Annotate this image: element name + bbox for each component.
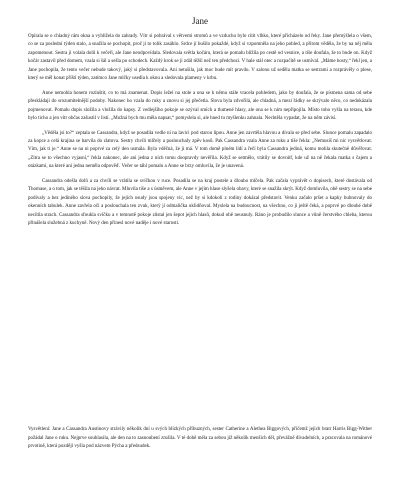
document-title: Jane [192, 16, 208, 26]
paragraph-3: „Věděla jsi to?“ zeptala se Cassandra, když se posadila vedle ní na lavici pod starou lípou. Anne jen zavrtěla hlavou a dívala se před sebe. Slunce pomalu zapadalo za kopce a celá krajina se barvila do zlatova. Sestry chvíli mlčely a poslouchaly zpěv kosů. Pak Cassandra vzala Anne za ruku a tiše řekla: „Nemusíš mi nic vysvětlovat. Vím, jak ti je.“ Anne se na ni poprvé za celý den usmála. Byla vděčná, že ji má. V tom domě plném lidí a řečí byla Cassandra jediná, komu mohla skutečně důvěřovat. „Zítra se to všechno vyjasní,“ řekla nakonec, ale ani jedna z nich tomu doopravdy nevěřila. Když se setmělo, vrátily se dovnitř, kde už na ně čekala matka s čajem a otázkami, na které ani jedna neměla odpověď. Večer se táhl pomalu a Anne se brzy omluvila, že je unavená. [28, 130, 372, 170]
document-page [28, 16, 372, 235]
paragraph-4: Cassandra odešla dolů a za chvíli se vrátila se svíčkou v ruce. Posadila se na kraj postele a dlouho mlčela. Pak začala vyprávět o dopisech, které dostávala od Thomase, a o tom, jak se těšila na jeho návrat. Mluvila tiše a s úsměvem, ale Anne v jejím hlase slyšela obavy, které se snažila skrýt. Když domluvila, obě sestry se na sebe podívaly a bez jediného slova pochopily, že jejich osudy jsou spojeny víc, než by si kdokoli z rodiny dokázal představit. Venku začalo pršet a kapky bubnovaly do okenních tabulek. Anne zavřela oči a poslouchala ten zvuk, který ji odmalička uklidňoval. Myslela na budoucnost, na všechno, co ji ještě čeká, a poprvé po dlouhé době necítila strach. Cassandra sfoukla svíčku a v temnotě pokoje zůstal jen šepot jejich hlasů, dokud obě neusnuly. Ráno je probudilo slunce a vůně čerstvého chleba, kterou přinášela služebná z kuchyně. Nový den přinesl nové naděje i nové starosti. [28, 178, 372, 227]
footnote: Vysvětlení: Jane a Cassandra Austinovy strávily několik dní u svých blízkých příbuzných, sester Catherine a Alethea Biggových, přičemž jejich bratr Harris Bigg-Wither požádal Jane o ruku. Nejprve souhlasila, ale den na to zasnoubení zrušila. V té době měla za sebou již několik menších děl, převážně dívadelních, a pracovala na románové prvotině, která později vyšla pod názvem Pýcha a předsudek. [28, 427, 372, 450]
paragraph-1: Opírala se o chladný rám okna a vyhlížela do zahrady. Vítr si pohrával s větvemi stromů a ve vzduchu bylo cítit vlhko, které přicházelo od řeky. Jane přemýšlela o všem, co se za poslední týden stalo, a snažila se pochopit, proč ji to tolik zasáhlo. Srdce jí bušilo pokaždé, když si vzpomněla na jeho pohled, a přitom věděla, že by na něj měla zapomenout. Sestra ji volala dolů k večeři, ale Jane neodpovídala. Sledovala světla kočáru, která se pomalu blížila po cestě od vesnice, a tiše doufala, že to bude on. Když kočár zastavil před domem, vzala si šál a sešla po schodech. Každý krok se jí zdál těžší než ten předchozí. V hale stál otec a rozpačitě se usmíval. „Máme hosty,“ řekl jen, a Jane pochopila, že tento večer nebude takový, jaký si představovala. Ani netušila, jak moc bude mít pravdu. V salonu už seděla matka se sestrami a rozprávěly o plese, který se měl konat příští týden, zatímco Jane mlčky usedla k oknu a sledovala plameny v krbu. [28, 34, 372, 82]
paragraph-2: Anne nemohla honem rozluštit, co to má znamenat. Dopis ležel na stole a ona se k němu stále vracela pohledem, jako by doufala, že se písmena sama od sebe přeskládají do srozumitelnější podoby. Nakonec ho vzala do ruky a znovu si jej přečetla. Slova byla zdvořilá, ale chladná, a mezi řádky se skrývalo něco, co nedokázala pojmenovat. Pomalu dopis složila a vložila do kapsy. Z vedlejšího pokoje se ozýval smích a tlumené hlasy, ale ona se k nim nepřipojila. Místo toho vyšla na terasu, kde bylo ticho a jen vítr občas zašustil v listí. „Možná bych mu měla napsat,“ pomyslela si, ale hned tu myšlenku zahnala. Nechtěla vypadat, že na něm závisí. [28, 90, 372, 122]
